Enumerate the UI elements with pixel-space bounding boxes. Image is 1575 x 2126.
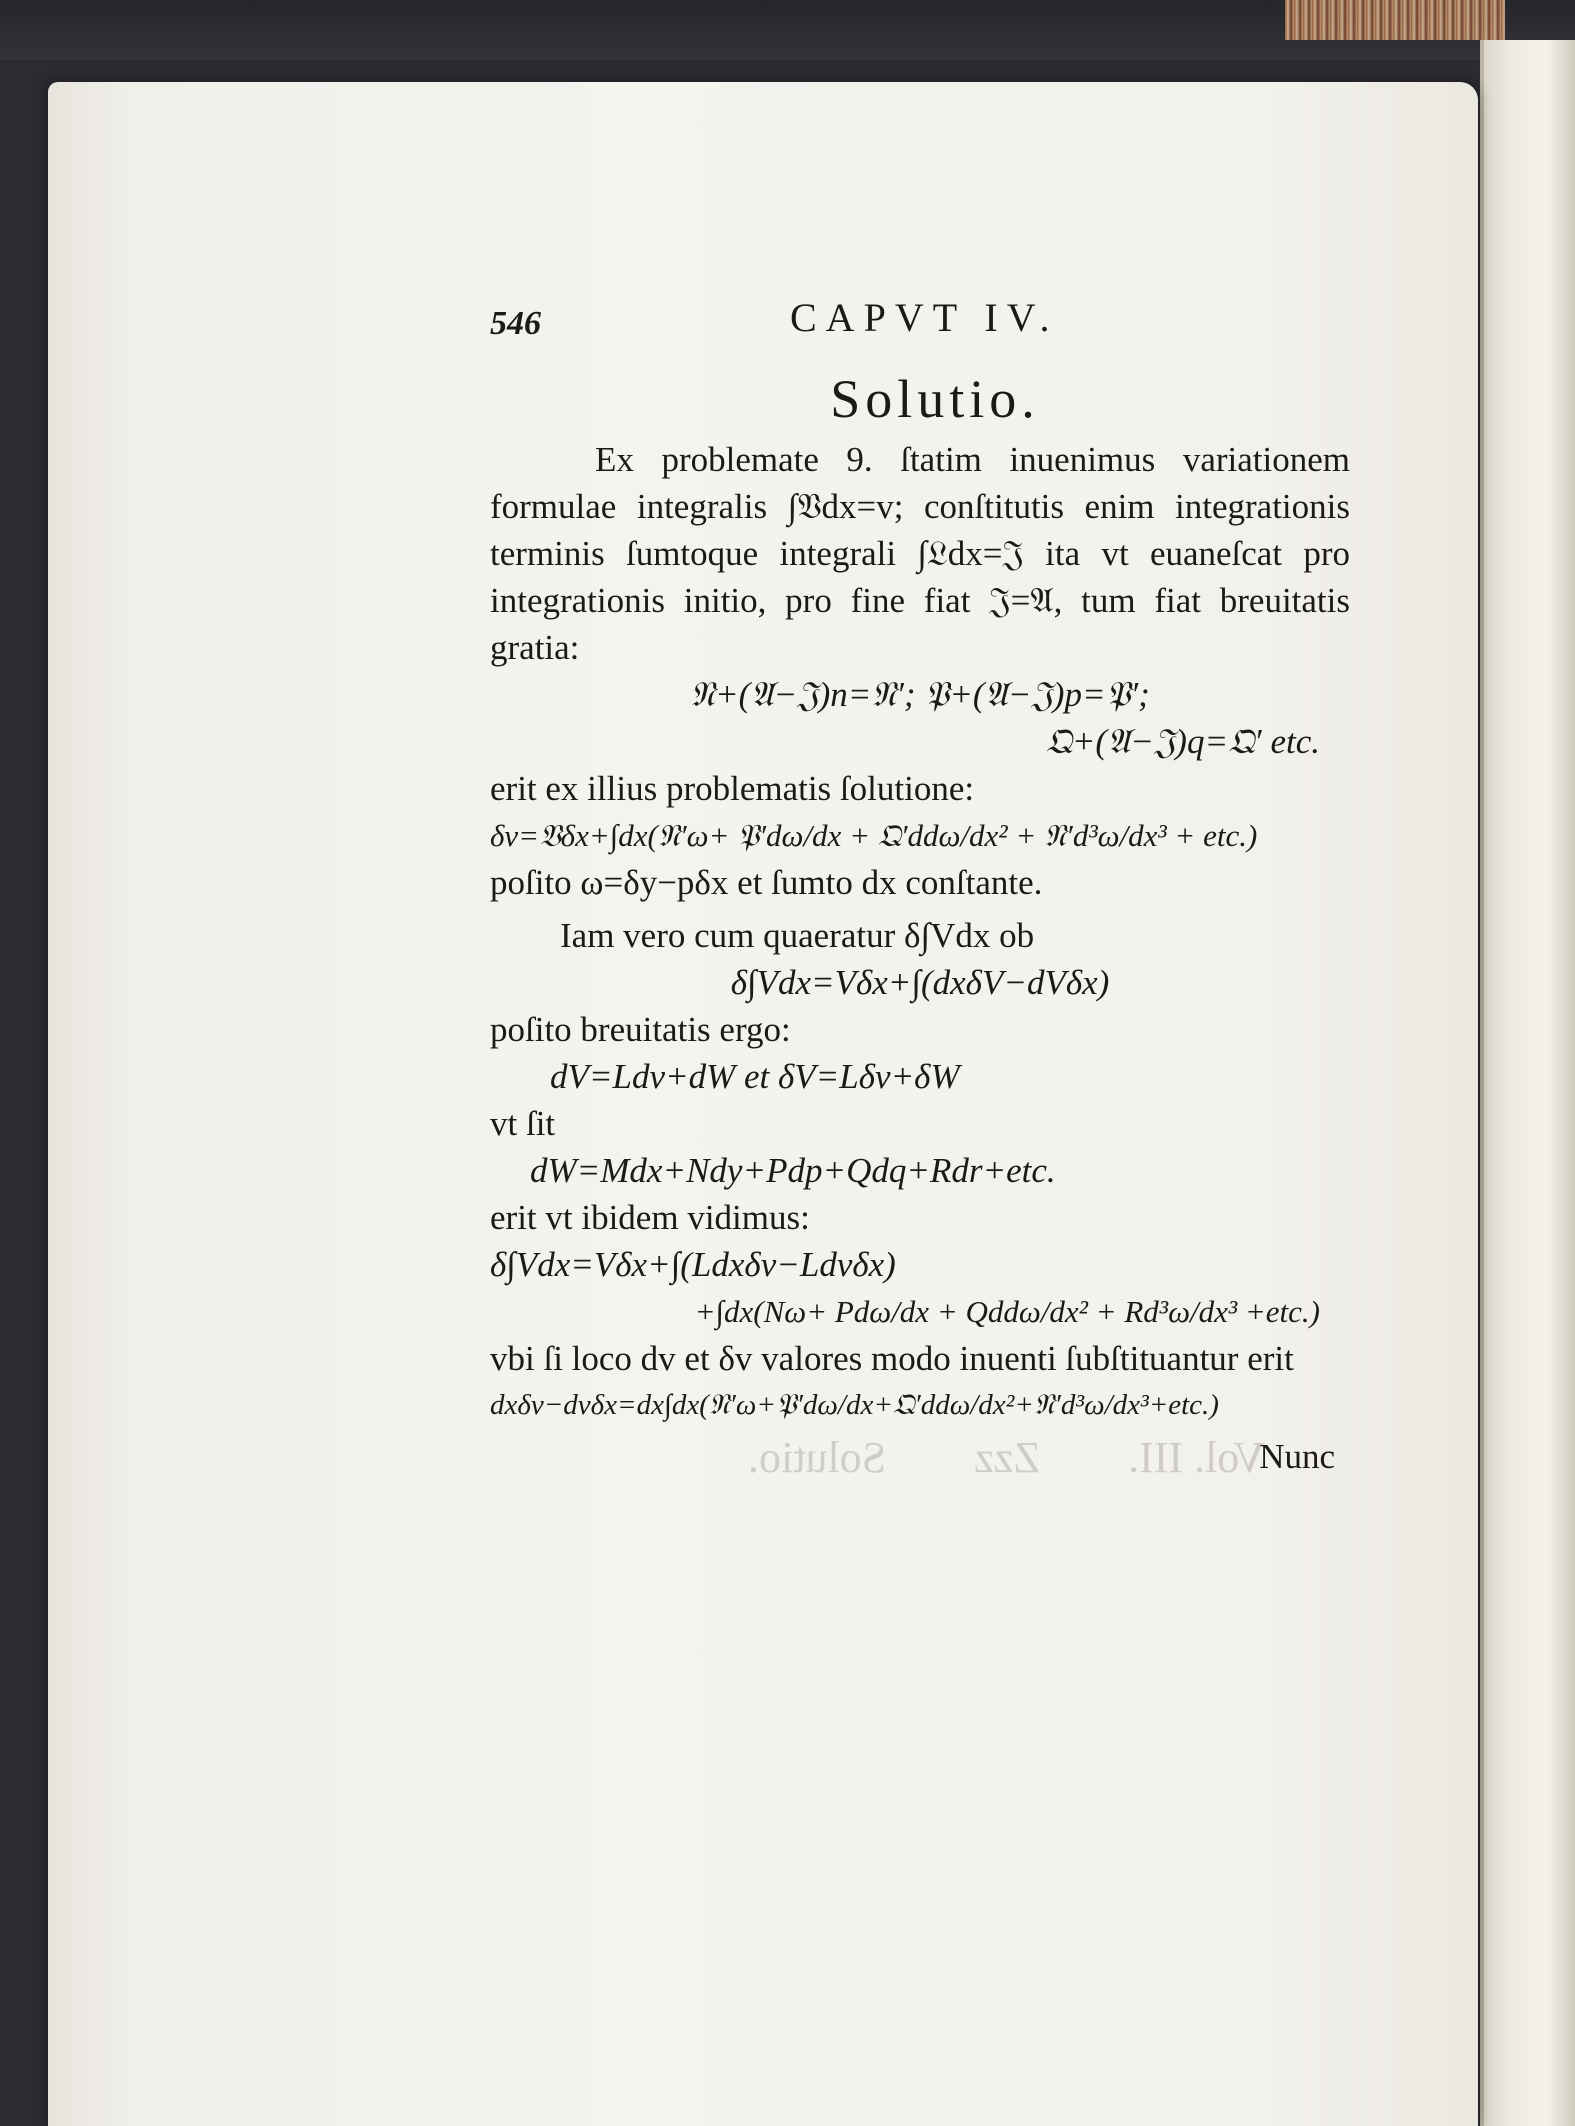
text-line-iam-vero: Iam vero cum quaeratur δ∫Vdx ob: [560, 916, 1035, 955]
paragraph-substitution: vbi ſi loco dv et δv valores modo inuenti ſubſtituantur erit: [490, 1339, 1294, 1378]
text-line-vt-sit: vt ſit: [490, 1104, 556, 1143]
running-head: CAPVT IV.: [790, 295, 1059, 340]
text-line-erit-vt: erit vt ibidem vidimus:: [490, 1198, 810, 1237]
formula-line-3: δ∫Vdx=Vδx+∫(dxδV−dVδx): [730, 963, 1110, 1002]
formula-line-1a: 𝔑+(𝔄−𝔍)n=𝔑′; 𝔓+(𝔄−𝔍)p=𝔓′;: [690, 675, 1150, 714]
text-line-solution: erit ex illius problematis ſolutione:: [490, 769, 975, 808]
formula-line-6a: δ∫Vdx=Vδx+∫(Ldxδv−Ldvδx): [490, 1245, 896, 1284]
bleed-through-text: Vol. III. Zzz Solutio.: [748, 1433, 1266, 1482]
formula-line-1b: 𝔔+(𝔄−𝔍)q=𝔔′ etc.: [1045, 722, 1320, 761]
page-number: 546: [490, 305, 541, 342]
paragraph-problem: Ex problemate 9. ſtatim inuenimus variationem formulae integralis ∫𝔙dx=v; conſtitutis enim integrationis terminis ſumtoque integrali ∫𝔏dx=𝔍 ita vt euaneſcat pro integrationis initio, pro fine fiat 𝔍=𝔄, tum fiat breuitatis gratia:: [490, 440, 1350, 667]
formula-line-2: δv=𝔙δx+∫dx(𝔑′ω+ 𝔓′dω/dx + 𝔔′ddω/dx² + 𝔑′d³ω/dx³ + etc.): [490, 818, 1258, 853]
facing-page-edge: [1480, 40, 1575, 2126]
catchword: Nunc: [1259, 1437, 1335, 1476]
page-header: [490, 290, 1350, 352]
formula-line-7: dxδv−dvδx=dx∫dx(𝔑′ω+𝔓′dω/dx+𝔔′ddω/dx²+𝔑′d³ω/dx³+etc.): [490, 1389, 1219, 1421]
text-line-breuitatis: poſito breuitatis ergo:: [490, 1010, 791, 1049]
formula-line-4: dV=Ldv+dW et δV=Lδv+δW: [550, 1057, 960, 1096]
book-gilt-edge: [1285, 0, 1505, 40]
text-line-posito: poſito ω=δy−pδx et ſumto dx conſtante.: [490, 863, 1043, 902]
formula-line-5: dW=Mdx+Ndy+Pdp+Qdq+Rdr+etc.: [530, 1151, 1056, 1190]
formula-line-6b: +∫dx(Nω+ Pdω/dx + Qddω/dx² + Rd³ω/dx³ +etc.): [694, 1294, 1320, 1329]
section-title: Solutio.: [830, 369, 1040, 429]
page-text: [490, 290, 1350, 1480]
